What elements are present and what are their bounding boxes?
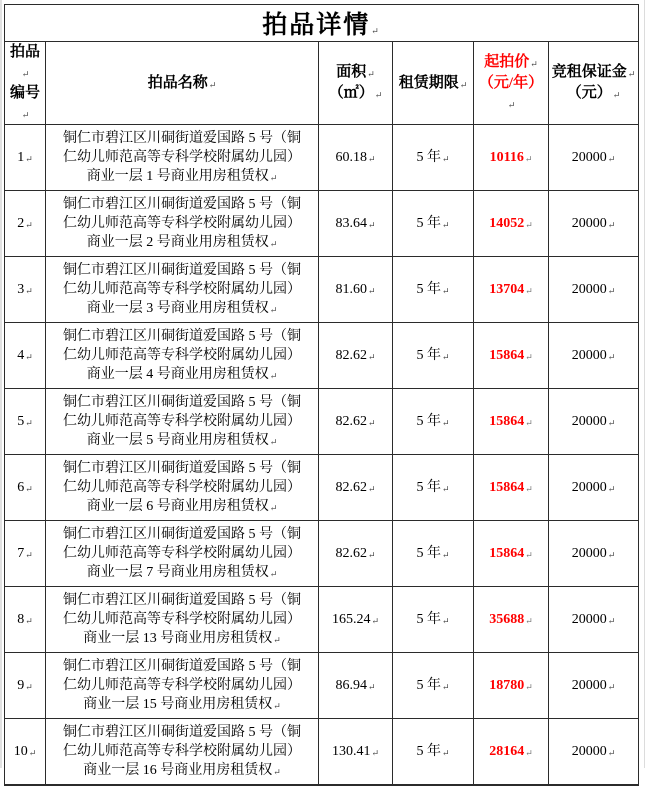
deposit-cell: [549, 389, 639, 455]
area-cell: [319, 521, 393, 587]
item-name-line: 商业一层 3 号商业用房租赁权: [86, 300, 269, 316]
page-title-text: 拍品详情: [262, 12, 371, 39]
item-number: 4: [17, 347, 25, 363]
paragraph-mark: ↵: [367, 219, 376, 230]
start-price: 10116: [489, 149, 524, 165]
paragraph-mark: ↵: [25, 549, 33, 560]
lease-term-cell: [393, 257, 474, 323]
column-header-term: [393, 42, 474, 125]
item-name-line: 铜仁市碧江区川硐街道爱国路 5 号（铜: [63, 394, 301, 410]
lease-term-cell: [393, 719, 474, 786]
start-price-cell: [474, 257, 549, 323]
paragraph-mark: ↵: [530, 59, 538, 69]
deposit-cell: [549, 719, 639, 786]
start-price-cell: [474, 653, 549, 719]
lease-term: 5 年: [416, 611, 441, 627]
paragraph-mark: ↵: [441, 417, 450, 428]
lease-term: 5 年: [416, 347, 441, 363]
deposit-cell: [549, 191, 639, 257]
paragraph-mark: ↵: [459, 79, 468, 90]
item-number-cell: [5, 257, 46, 323]
area-cell: [319, 587, 393, 653]
item-name-line: 铜仁市碧江区川硐街道爱国路 5 号（铜: [63, 724, 301, 740]
paragraph-mark: ↵: [525, 747, 533, 758]
deposit: 20000: [571, 479, 607, 495]
item-name-line: 仁幼儿师范高等专科学校附属幼儿园）: [63, 545, 301, 561]
item-number: 10: [13, 743, 28, 759]
lease-term-cell: [393, 455, 474, 521]
paragraph-mark: ↵: [25, 615, 33, 626]
column-header-label: [329, 64, 383, 101]
column-header-label: [148, 75, 217, 91]
lease-term-cell: [393, 587, 474, 653]
item-number-cell: [5, 323, 46, 389]
item-name-line: 仁幼儿师范高等专科学校附属幼儿园）: [63, 611, 301, 627]
item-number: 3: [17, 281, 25, 297]
column-header-area: [319, 42, 393, 125]
deposit-cell: [549, 257, 639, 323]
start-price-cell: [474, 323, 549, 389]
header-line: 租赁期限: [398, 74, 459, 91]
table-row: [5, 455, 639, 521]
item-name-line: 铜仁市碧江区川硐街道爱国路 5 号（铜: [63, 130, 301, 146]
start-price: 15864: [489, 545, 525, 561]
paragraph-mark: ↵: [25, 417, 33, 428]
paragraph-mark: ↵: [367, 549, 376, 560]
paragraph-mark: ↵: [507, 100, 516, 110]
item-name-line: 商业一层 6 号商业用房租赁权: [86, 498, 269, 514]
lease-term: 5 年: [416, 677, 441, 693]
paragraph-mark: ↵: [441, 549, 450, 560]
lease-term: 5 年: [416, 281, 441, 297]
table-row: [5, 257, 639, 323]
paragraph-mark: ↵: [525, 483, 533, 494]
paragraph-mark: ↵: [367, 417, 376, 428]
area-value: 130.41: [331, 743, 371, 759]
item-name-line: 铜仁市碧江区川硐街道爱国路 5 号（铜: [63, 328, 301, 344]
start-price-cell: [474, 191, 549, 257]
paragraph-mark: ↵: [269, 370, 278, 381]
table-row: [5, 389, 639, 455]
deposit: 20000: [571, 347, 607, 363]
paragraph-mark: ↵: [441, 747, 450, 758]
paragraph-mark: ↵: [524, 153, 533, 164]
start-price: 15864: [489, 347, 525, 363]
item-name-line: 仁幼儿师范高等专科学校附属幼儿园）: [63, 149, 301, 165]
paragraph-mark: ↵: [25, 219, 33, 230]
paragraph-mark: ↵: [525, 219, 533, 230]
item-number-cell: [5, 125, 46, 191]
paragraph-mark: ↵: [607, 219, 616, 230]
item-name-line: 铜仁市碧江区川硐街道爱国路 5 号（铜: [63, 196, 301, 212]
area-value: 82.62: [335, 479, 367, 495]
item-name-line: 商业一层 16 号商业用房租赁权: [83, 762, 273, 778]
area-cell: [319, 257, 393, 323]
header-line: 起拍价: [484, 54, 530, 70]
paragraph-mark: ↵: [371, 26, 381, 36]
paragraph-mark: ↵: [441, 153, 450, 164]
paragraph-mark: ↵: [367, 285, 376, 296]
paragraph-mark: ↵: [525, 285, 533, 296]
paragraph-mark: ↵: [607, 351, 616, 362]
header-line: （元/年）: [478, 75, 544, 91]
item-number-cell: [5, 191, 46, 257]
paragraph-mark: ↵: [441, 681, 450, 692]
area-value: 82.62: [335, 545, 367, 561]
item-name-line: 商业一层 7 号商业用房租赁权: [86, 564, 269, 580]
column-header-label: [552, 64, 636, 101]
area-cell: [319, 191, 393, 257]
lease-term: 5 年: [416, 149, 441, 165]
paragraph-mark: ↵: [371, 615, 380, 626]
item-name-cell: [46, 653, 319, 719]
item-name-cell: [46, 455, 319, 521]
deposit-cell: [549, 323, 639, 389]
item-name-line: 商业一层 1 号商业用房租赁权: [86, 168, 269, 184]
lease-term-cell: [393, 125, 474, 191]
paragraph-mark: ↵: [208, 79, 217, 90]
paragraph-mark: ↵: [627, 69, 636, 79]
start-price-cell: [474, 521, 549, 587]
item-number: 2: [17, 215, 25, 231]
area-value: 81.60: [335, 281, 367, 297]
table-row: [5, 125, 639, 191]
header-line: 面积: [336, 64, 367, 80]
item-name-cell: [46, 389, 319, 455]
item-number-cell: [5, 521, 46, 587]
start-price: 15864: [489, 479, 525, 495]
paragraph-mark: ↵: [269, 238, 278, 249]
start-price: 14052: [489, 215, 525, 231]
start-price: 18780: [489, 677, 525, 693]
paragraph-mark: ↵: [25, 351, 33, 362]
item-name-line: 商业一层 13 号商业用房租赁权: [83, 630, 273, 646]
paragraph-mark: ↵: [371, 747, 380, 758]
item-name-line: 仁幼儿师范高等专科学校附属幼儿园）: [63, 479, 301, 495]
start-price-cell: [474, 719, 549, 786]
item-name-line: 仁幼儿师范高等专科学校附属幼儿园）: [63, 677, 301, 693]
area-value: 60.18: [335, 149, 367, 165]
header-line: 竞租保证金: [551, 64, 627, 80]
deposit-cell: [549, 455, 639, 521]
area-value: 82.62: [335, 413, 367, 429]
paragraph-mark: ↵: [525, 615, 533, 626]
item-name-cell: [46, 323, 319, 389]
page-title: [5, 5, 639, 42]
paragraph-mark: ↵: [374, 90, 383, 100]
item-number: 8: [17, 611, 25, 627]
paragraph-mark: ↵: [367, 681, 376, 692]
lease-term-cell: [393, 653, 474, 719]
lease-term-cell: [393, 521, 474, 587]
table-row: [5, 719, 639, 786]
area-value: 86.94: [335, 677, 367, 693]
deposit-cell: [549, 587, 639, 653]
item-name-cell: [46, 587, 319, 653]
column-header-no: [5, 42, 46, 125]
item-name-cell: [46, 191, 319, 257]
paragraph-mark: ↵: [273, 766, 281, 777]
paragraph-mark: ↵: [273, 634, 281, 645]
paragraph-mark: ↵: [612, 90, 621, 100]
paragraph-mark: ↵: [441, 219, 450, 230]
paragraph-mark: ↵: [607, 681, 616, 692]
column-header-label: [399, 75, 468, 91]
paragraph-mark: ↵: [607, 483, 616, 494]
deposit-cell: [549, 125, 639, 191]
item-name-line: 仁幼儿师范高等专科学校附属幼儿园）: [63, 743, 301, 759]
item-name-line: 商业一层 15 号商业用房租赁权: [83, 696, 273, 712]
column-header-row: [5, 42, 639, 125]
paragraph-mark: ↵: [525, 351, 533, 362]
item-name-line: 仁幼儿师范高等专科学校附属幼儿园）: [63, 347, 301, 363]
lease-term: 5 年: [416, 545, 441, 561]
table-row: [5, 191, 639, 257]
paragraph-mark: ↵: [441, 285, 450, 296]
paragraph-mark: ↵: [441, 483, 450, 494]
item-name-line: 铜仁市碧江区川硐街道爱国路 5 号（铜: [63, 460, 301, 476]
table-row: [5, 323, 639, 389]
item-number: 6: [17, 479, 25, 495]
header-line: （元）: [566, 85, 612, 101]
column-header-label: [10, 44, 40, 121]
item-name-line: 商业一层 5 号商业用房租赁权: [86, 432, 269, 448]
item-name-cell: [46, 257, 319, 323]
column-header-deposit: [549, 42, 639, 125]
header-line: 编号: [9, 85, 40, 101]
item-name-cell: [46, 521, 319, 587]
paragraph-mark: ↵: [21, 110, 30, 120]
deposit-cell: [549, 653, 639, 719]
header-line: 拍品名称: [147, 74, 208, 91]
item-name-cell: [46, 719, 319, 786]
area-cell: [319, 653, 393, 719]
item-number: 9: [17, 677, 25, 693]
column-header-label: [479, 54, 543, 111]
column-header-price: [474, 42, 549, 125]
paragraph-mark: ↵: [21, 69, 30, 79]
area-cell: [319, 389, 393, 455]
header-line: （㎡）: [328, 85, 374, 101]
paragraph-mark: ↵: [607, 549, 616, 560]
paragraph-mark: ↵: [607, 285, 616, 296]
title-row: [5, 5, 639, 42]
start-price-cell: [474, 125, 549, 191]
item-name-line: 铜仁市碧江区川硐街道爱国路 5 号（铜: [63, 658, 301, 674]
area-cell: [319, 455, 393, 521]
paragraph-mark: ↵: [525, 417, 533, 428]
paragraph-mark: ↵: [367, 351, 376, 362]
item-number: 1: [17, 149, 25, 165]
item-name-cell: [46, 125, 319, 191]
deposit: 20000: [571, 413, 607, 429]
paragraph-mark: ↵: [273, 700, 281, 711]
start-price: 15864: [489, 413, 525, 429]
item-name-line: 铜仁市碧江区川硐街道爱国路 5 号（铜: [63, 526, 301, 542]
paragraph-mark: ↵: [525, 549, 533, 560]
page-left-edge: [0, 0, 2, 768]
auction-detail-table: [4, 4, 639, 786]
deposit: 20000: [571, 611, 607, 627]
deposit: 20000: [571, 215, 607, 231]
paragraph-mark: ↵: [269, 568, 278, 579]
paragraph-mark: ↵: [367, 153, 376, 164]
paragraph-mark: ↵: [269, 172, 278, 183]
deposit: 20000: [571, 743, 607, 759]
paragraph-mark: ↵: [607, 615, 616, 626]
item-name-line: 仁幼儿师范高等专科学校附属幼儿园）: [63, 281, 301, 297]
paragraph-mark: ↵: [269, 502, 278, 513]
lease-term-cell: [393, 389, 474, 455]
table-row: [5, 521, 639, 587]
item-name-line: 仁幼儿师范高等专科学校附属幼儿园）: [63, 413, 301, 429]
paragraph-mark: ↵: [367, 483, 376, 494]
lease-term: 5 年: [416, 413, 441, 429]
start-price: 13704: [489, 281, 525, 297]
area-value: 165.24: [331, 611, 371, 627]
paragraph-mark: ↵: [441, 351, 450, 362]
lease-term: 5 年: [416, 743, 441, 759]
paragraph-mark: ↵: [525, 681, 533, 692]
header-line: 拍品: [9, 44, 40, 60]
paragraph-mark: ↵: [269, 436, 278, 447]
paragraph-mark: ↵: [367, 69, 375, 79]
paragraph-mark: ↵: [607, 417, 616, 428]
deposit: 20000: [571, 677, 607, 693]
deposit-cell: [549, 521, 639, 587]
item-number: 5: [17, 413, 25, 429]
start-price-cell: [474, 455, 549, 521]
start-price-cell: [474, 389, 549, 455]
start-price-cell: [474, 587, 549, 653]
item-name-line: 仁幼儿师范高等专科学校附属幼儿园）: [63, 215, 301, 231]
paragraph-mark: ↵: [441, 615, 450, 626]
paragraph-mark: ↵: [28, 747, 37, 758]
item-number-cell: [5, 455, 46, 521]
lease-term-cell: [393, 191, 474, 257]
table-row: [5, 653, 639, 719]
column-header-name: [46, 42, 319, 125]
lease-term: 5 年: [416, 215, 441, 231]
area-cell: [319, 125, 393, 191]
lease-term: 5 年: [416, 479, 441, 495]
paragraph-mark: ↵: [25, 681, 33, 692]
item-number-cell: [5, 389, 46, 455]
table-row: [5, 587, 639, 653]
deposit: 20000: [571, 149, 607, 165]
item-name-line: 铜仁市碧江区川硐街道爱国路 5 号（铜: [63, 262, 301, 278]
paragraph-mark: ↵: [25, 285, 33, 296]
paragraph-mark: ↵: [25, 153, 33, 164]
item-name-line: 铜仁市碧江区川硐街道爱国路 5 号（铜: [63, 592, 301, 608]
area-value: 83.64: [335, 215, 367, 231]
paragraph-mark: ↵: [269, 304, 278, 315]
item-name-line: 商业一层 2 号商业用房租赁权: [86, 234, 269, 250]
item-number-cell: [5, 719, 46, 786]
item-number: 7: [17, 545, 25, 561]
start-price: 28164: [489, 743, 525, 759]
start-price: 35688: [489, 611, 525, 627]
area-value: 82.62: [335, 347, 367, 363]
area-cell: [319, 719, 393, 786]
item-number-cell: [5, 653, 46, 719]
lease-term-cell: [393, 323, 474, 389]
area-cell: [319, 323, 393, 389]
paragraph-mark: ↵: [607, 747, 616, 758]
item-name-line: 商业一层 4 号商业用房租赁权: [86, 366, 269, 382]
paragraph-mark: ↵: [25, 483, 33, 494]
deposit: 20000: [571, 281, 607, 297]
item-number-cell: [5, 587, 46, 653]
paragraph-mark: ↵: [607, 153, 616, 164]
deposit: 20000: [571, 545, 607, 561]
